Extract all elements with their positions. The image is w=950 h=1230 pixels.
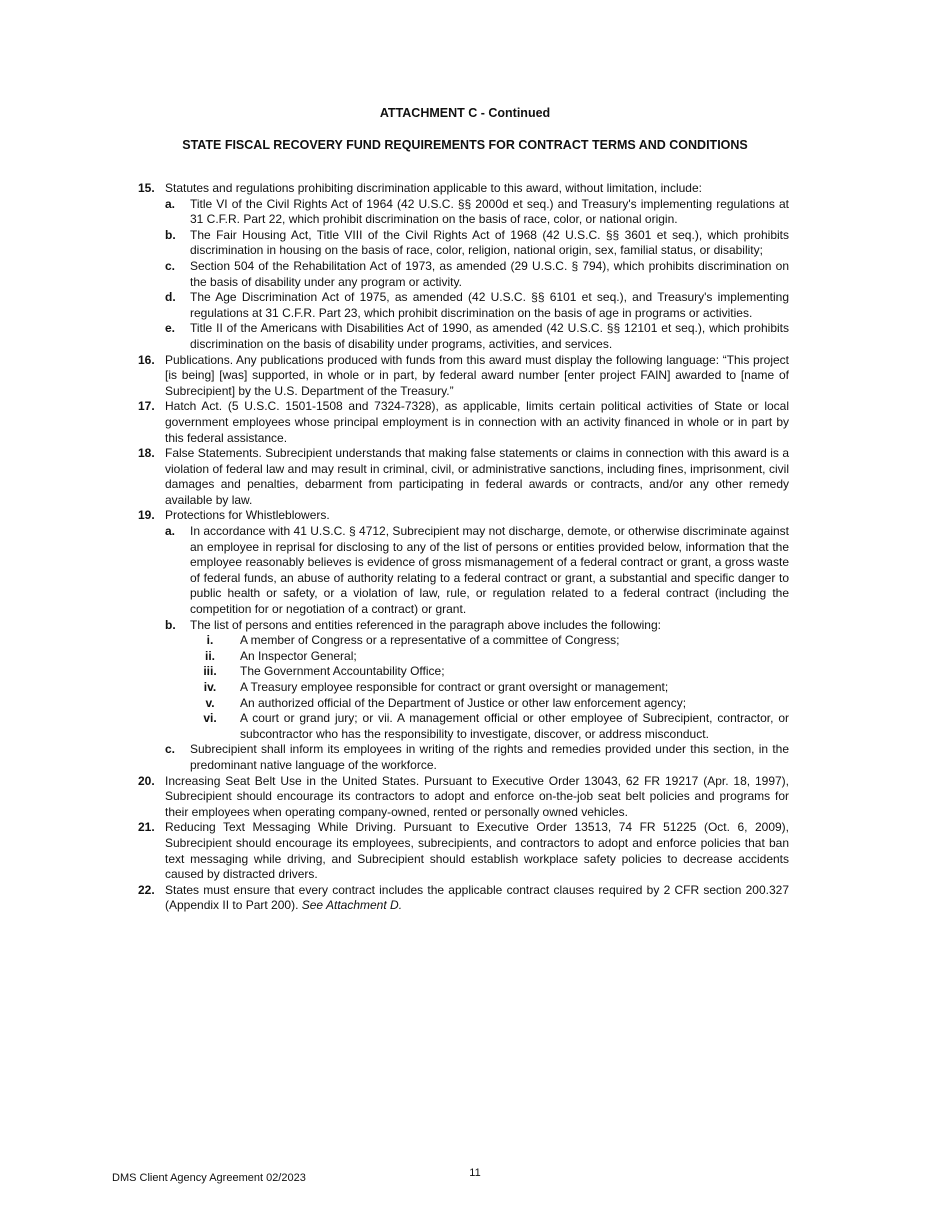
roman-item-ii: [190, 649, 789, 665]
sub-item-text: Subrecipient shall inform its employees in writing of the rights and remedies provided under this section, in the predominant native language of the workforce.: [190, 742, 789, 772]
roman-item-iv: [190, 680, 789, 696]
item-number: 18.: [138, 446, 155, 461]
item-text: Protections for Whistleblowers.: [165, 508, 330, 523]
sub-item-15e: [165, 321, 789, 352]
roman-label: iv.: [203, 680, 217, 694]
roman-label: iii.: [203, 664, 217, 679]
item-text: False Statements. Subrecipient understands that making false statements or claims in connection with this award is a violation of federal law and may result in criminal, civil, or administrative sanctions, including fines, imprisonment, civil damages and penalties, debarment from participating in federal awards or contracts, and/or any other remedy available by law.: [165, 446, 789, 507]
sub-item-label: a.: [165, 196, 176, 211]
sub-item-15c: [165, 259, 789, 290]
roman-label: ii.: [204, 648, 215, 663]
roman-text: The Government Accountability Office;: [240, 664, 445, 679]
item-19-subs: [138, 524, 789, 774]
item-15: [138, 181, 789, 197]
sub-item-text: The list of persons and entities referenced in the paragraph above includes the following:: [190, 617, 661, 632]
item-16: [138, 353, 789, 400]
sub-item-label: c.: [165, 742, 176, 757]
item-text: Statutes and regulations prohibiting discrimination applicable to this award, without limitation, include:: [165, 181, 702, 195]
sub-item-label: d.: [165, 290, 176, 305]
sub-item-text: In accordance with 41 U.S.C. § 4712, Subrecipient may not discharge, demote, or otherwise discriminate against an employee in reprisal for disclosing to any of the list of persons or entities provided below, information that the employee reasonably believes is evidence of gross mismanagement of a federal contract or grant, a gross waste of federal funds, an abuse of authority relating to a federal contract or grant, a substantial and specific danger to public health or safety, or a violation of law, rule, or regulation related to a federal contract (including the competition for or negotiation of a contract) or grant.: [190, 524, 789, 617]
item-number: 20.: [138, 773, 155, 788]
item-21: [138, 820, 789, 882]
roman-label: v.: [205, 695, 215, 710]
page-title: ATTACHMENT C - Continued: [379, 106, 551, 120]
roman-item-iii: [190, 664, 789, 680]
item-number: 15.: [138, 181, 155, 195]
sub-item-text: The Fair Housing Act, Title VIII of the Civil Rights Act of 1968 (42 U.S.C. §§ 3601 et seq.), which prohibits discrimination in housing on the basis of race, color, religion, national origin, sex, familial status, or disability;: [190, 227, 789, 258]
item-18: [138, 446, 789, 508]
item-15-subs: [138, 197, 789, 353]
item-19: [138, 508, 789, 524]
item-text: Increasing Seat Belt Use in the United States. Pursuant to Executive Order 13043, 62 FR 19217 (Apr. 18, 1997), Subrecipient should encourage its contractors to adopt and enforce on-the-job seat belt policies and programs for their employees when operating company-owned, rented or personally owned vehicles.: [165, 773, 789, 819]
sub-item-label: b.: [165, 617, 176, 632]
item-text: Publications. Any publications produced with funds from this award must display the following language: “This project [is being] [was] supported, in whole or in part, by federal award number [enter project FAIN] awarded to [name of Subrecipient] by the U.S. Department of the Treasury.”: [165, 352, 789, 398]
roman-text: An Inspector General;: [240, 648, 357, 663]
sub-item-label: a.: [165, 524, 176, 539]
roman-text: An authorized official of the Department of Justice or other law enforcement agency;: [240, 695, 687, 710]
sub-item-text: Title II of the Americans with Disabilities Act of 1990, as amended (42 U.S.C. §§ 12101 et seq.), which prohibits discrimination on the basis of disability under programs, activities, and services.: [190, 321, 789, 351]
sub-item-15a: [165, 197, 789, 228]
sub-item-label: c.: [165, 258, 176, 273]
roman-text: A member of Congress or a representative of a committee of Congress;: [240, 633, 620, 648]
roman-text: A court or grand jury; or vii. A management official or other employee of Subrecipient, contractor, or subcontractor who has the responsibility to investigate, discover, or address misconduct.: [240, 711, 789, 741]
sub-item-label: e.: [165, 321, 176, 336]
item-text: Reducing Text Messaging While Driving. Pursuant to Executive Order 13513, 74 FR 51225 (Oct. 6, 2009), Subrecipient should encourage its employees, subrecipients, and contractors to adopt and enforce policies that ban text messaging while driving, and Subrecipient should establish workplace safety policies to decrease accidents caused by distracted drivers.: [165, 820, 789, 882]
roman-list: [165, 633, 789, 742]
requirements-list: [138, 181, 789, 914]
page-subtitle: STATE FISCAL RECOVERY FUND REQUIREMENTS FOR CONTRACT TERMS AND CONDITIONS: [182, 138, 748, 152]
roman-item-vi: [190, 711, 789, 742]
roman-label: i.: [206, 633, 214, 648]
roman-item-i: [190, 633, 789, 649]
item-number: 19.: [138, 508, 155, 523]
item-22: [138, 883, 789, 914]
item-number: 22.: [138, 882, 155, 897]
sub-item-19a: [165, 524, 789, 618]
page-number: 11: [469, 1167, 481, 1179]
item-number: 17.: [138, 399, 155, 414]
sub-item-text: Title VI of the Civil Rights Act of 1964 (42 U.S.C. §§ 2000d et seq.) and Treasury's implementing regulations at 31 C.F.R. Part 22, which prohibit discrimination on the basis of race, color, or national origin.: [190, 196, 789, 227]
item-20: [138, 774, 789, 821]
item-17: [138, 399, 789, 446]
roman-label: vi.: [203, 711, 217, 726]
sub-item-text: Section 504 of the Rehabilitation Act of 1973, as amended (29 U.S.C. § 794), which prohibits discrimination on the basis of disability under any program or activity.: [190, 258, 789, 289]
roman-text: A Treasury employee responsible for contract or grant oversight or management;: [240, 680, 669, 694]
sub-item-19b: [165, 618, 789, 634]
item-number: 21.: [138, 820, 155, 835]
sub-item-15b: [165, 228, 789, 259]
sub-item-19c: [165, 742, 789, 773]
sub-item-text: The Age Discrimination Act of 1975, as amended (42 U.S.C. §§ 6101 et seq.), and Treasury's implementing regulations at 31 C.F.R. Part 23, which prohibit discrimination on the basis of age in programs or activities.: [190, 290, 789, 320]
item-text: States must ensure that every contract includes the applicable contract clauses required by 2 CFR section 200.327 (Appendix II to Part 200).: [165, 882, 789, 913]
sub-item-label: b.: [165, 227, 176, 242]
sub-item-15d: [165, 290, 789, 321]
footer-label: DMS Client Agency Agreement 02/2023: [112, 1172, 306, 1184]
roman-item-v: [190, 696, 789, 712]
item-text: Hatch Act. (5 U.S.C. 1501-1508 and 7324-7328), as applicable, limits certain political activities of State or local government employees whose principal employment is in connection with an activity financed in whole or in part by this federal assistance.: [165, 399, 789, 445]
item-number: 16.: [138, 352, 155, 367]
attachment-reference: See Attachment D.: [301, 898, 403, 913]
